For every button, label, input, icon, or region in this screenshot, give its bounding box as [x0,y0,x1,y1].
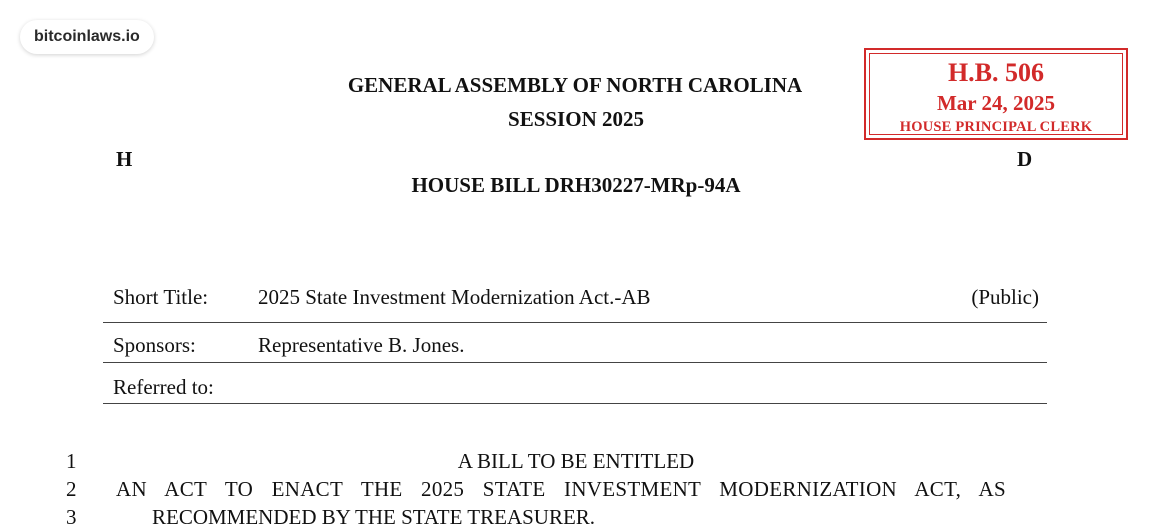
short-title-label: Short Title: [113,285,209,309]
stamp-bill-number: H.B. 506 [947,58,1045,87]
bill-entitled-line: A BILL TO BE ENTITLED [457,449,695,473]
sponsors-label: Sponsors: [113,333,196,357]
short-title-row [103,276,1047,318]
act-title-line: AN ACT TO ENACT THE 2025 STATE INVESTMENT MODERNIZATION ACT, AS [116,477,1006,501]
assembly-heading: GENERAL ASSEMBLY OF NORTH CAROLINA [347,73,803,97]
table-divider [103,322,1047,323]
draft-letter: D [1017,147,1033,171]
stamp-date: Mar 24, 2025 [936,91,1055,115]
stamp-clerk: HOUSE PRINCIPAL CLERK [899,119,1093,135]
session-heading: SESSION 2025 [508,107,644,131]
referred-label: Referred to: [113,375,214,399]
table-divider [103,362,1047,363]
site-watermark [20,20,154,54]
table-divider [103,403,1047,404]
line-number: 1 [66,449,77,473]
site-watermark-text: bitcoinlaws.io [34,28,140,45]
bill-id-heading: HOUSE BILL DRH30227-MRp-94A [411,173,741,197]
sponsors-value: Representative B. Jones. [258,333,465,357]
referred-row [103,366,1047,408]
line-number: 3 [66,505,77,529]
sponsors-row [103,324,1047,366]
bill-info-table [103,276,1047,408]
bill-type: (Public) [971,285,1039,309]
chamber-letter: H [116,147,133,171]
short-title-value: 2025 State Investment Modernization Act.-AB [258,285,651,309]
act-title-continuation: RECOMMENDED BY THE STATE TREASURER. [152,505,596,529]
line-number: 2 [66,477,77,501]
